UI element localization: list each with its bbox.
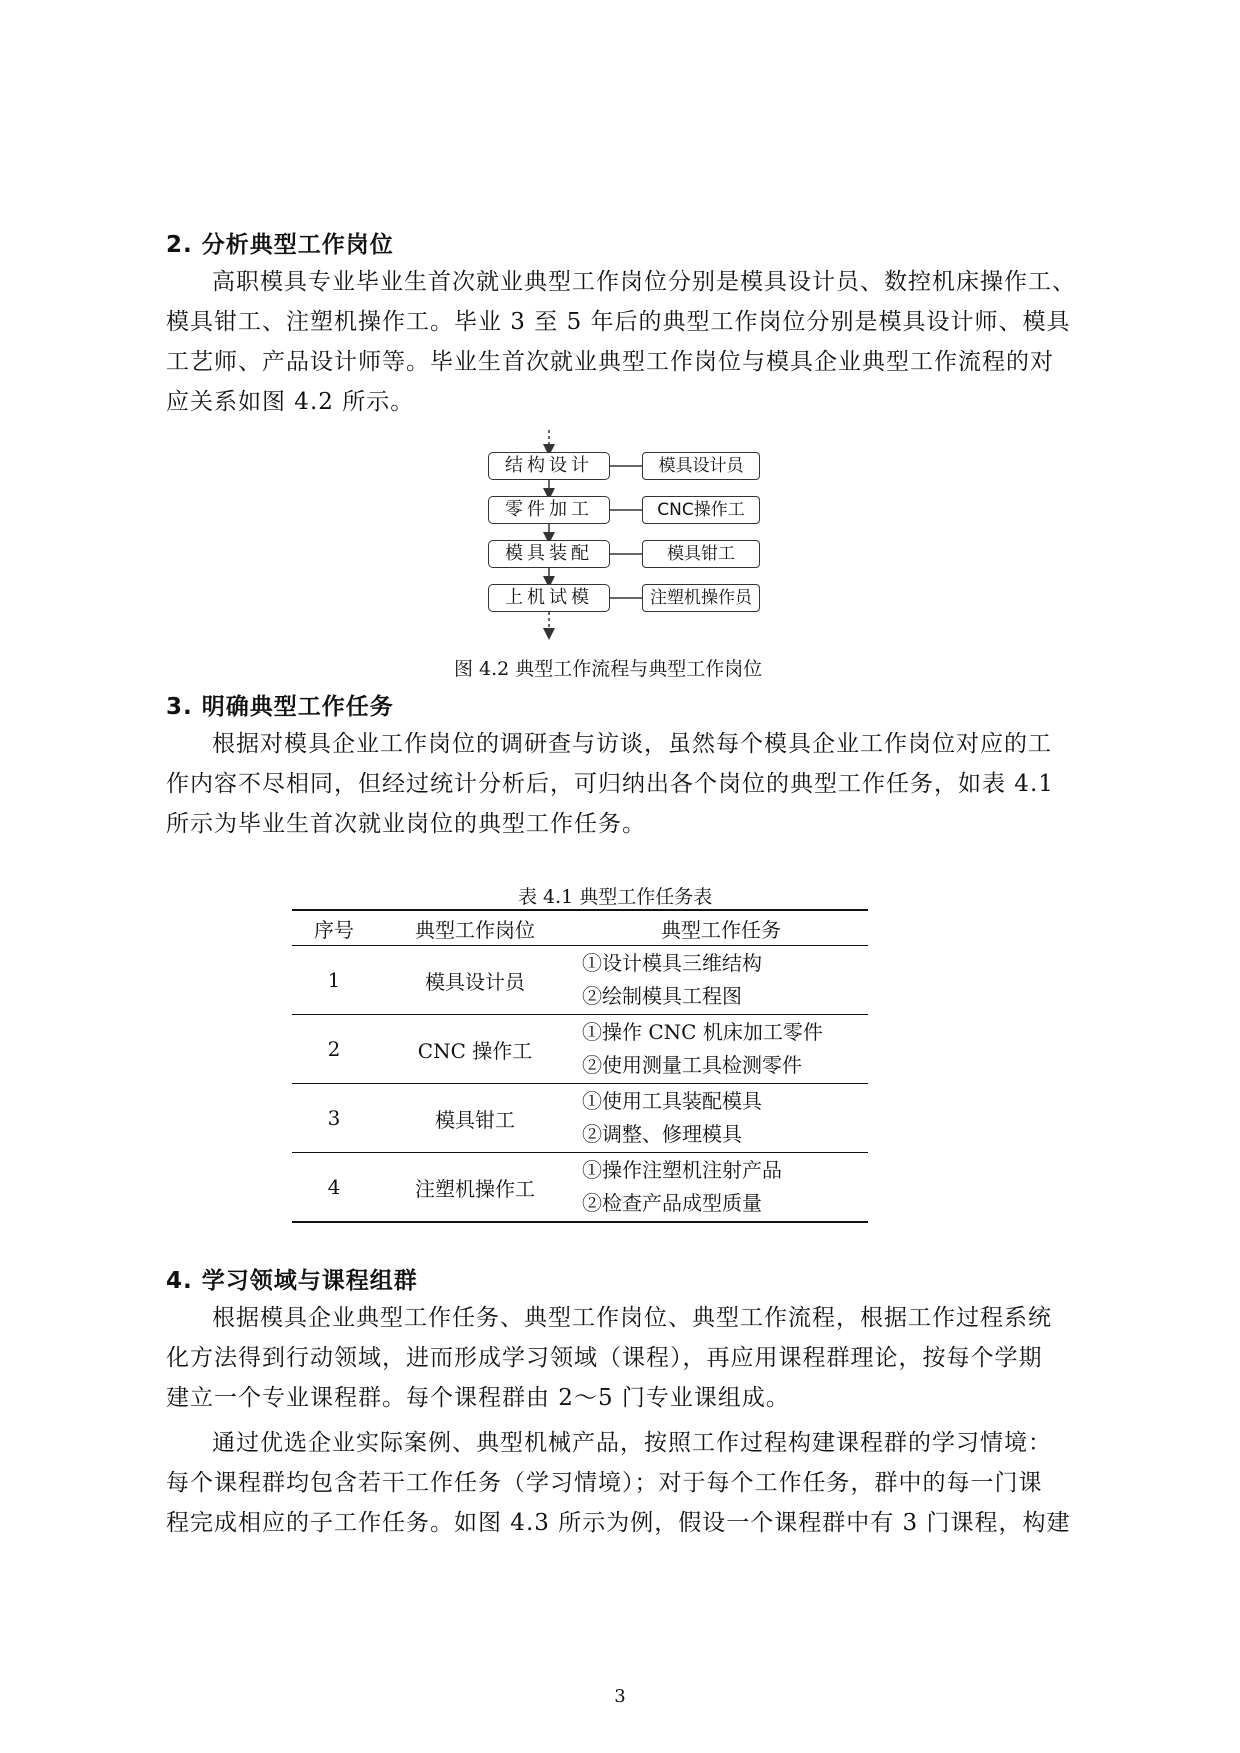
- cell-post: CNC 操作工: [376, 1015, 574, 1084]
- cell-post: 模具钳工: [376, 1084, 574, 1153]
- page-number: 3: [614, 1686, 626, 1707]
- paragraph-line: 化方法得到行动领域，进而形成学习领域（课程），再应用课程群理论，按每个学期: [166, 1345, 1043, 1371]
- table-row: [292, 946, 868, 1015]
- task-item: ①操作 CNC 机床加工零件: [582, 1020, 823, 1044]
- paragraph-line: 模具钳工、注塑机操作工。毕业 3 至 5 年后的典型工作岗位分别是模具设计师、模具: [166, 309, 1071, 335]
- paragraph-line: 根据模具企业典型工作任务、典型工作岗位、典型工作流程，根据工作过程系统: [212, 1305, 1052, 1331]
- paragraph-line: 工艺师、产品设计师等。毕业生首次就业典型工作岗位与模具企业典型工作流程的对: [166, 349, 1054, 375]
- cell-tasks: [574, 1153, 868, 1223]
- task-item: ①使用工具装配模具: [582, 1089, 762, 1113]
- table-header-row: [292, 910, 868, 946]
- task-item: ②绘制模具工程图: [582, 984, 742, 1008]
- paragraph-line: 建立一个专业课程群。每个课程群由 2～5 门专业课组成。: [166, 1385, 790, 1411]
- col-header-tasks: 典型工作任务: [574, 910, 868, 946]
- table-caption: 表 4.1 典型工作任务表: [518, 886, 713, 908]
- process-structure-design: 结构设计: [488, 452, 610, 480]
- section-3-heading: 3. 明确典型工作任务: [166, 694, 394, 720]
- table-row: [292, 1153, 868, 1223]
- cell-no: 2: [292, 1015, 376, 1084]
- task-item: ②检查产品成型质量: [582, 1191, 762, 1215]
- section-4-paragraph-1: [166, 1298, 1084, 1418]
- process-mold-assembly: 模具装配: [488, 540, 610, 568]
- task-item: ②使用测量工具检测零件: [582, 1053, 802, 1077]
- task-item: ①设计模具三维结构: [582, 951, 762, 975]
- col-header-no: 序号: [292, 910, 376, 946]
- paragraph-line: 程完成相应的子工作任务。如图 4.3 所示为例，假设一个课程群中有 3 门课程，构建: [166, 1510, 1071, 1536]
- section-4-heading: 4. 学习领域与课程组群: [166, 1268, 418, 1294]
- cell-tasks: [574, 946, 868, 1015]
- cell-post: 模具设计员: [376, 946, 574, 1015]
- cell-tasks: [574, 1015, 868, 1084]
- section-2-heading: 2. 分析典型工作岗位: [166, 232, 394, 258]
- post-mold-designer: 模具设计员: [642, 452, 760, 480]
- typical-tasks-table: [292, 909, 868, 1223]
- section-2-paragraph: [166, 262, 1084, 422]
- task-item: ①操作注塑机注射产品: [582, 1158, 782, 1182]
- post-cnc-operator: CNC操作工: [642, 496, 760, 524]
- paragraph-line: 每个课程群均包含若干工作任务（学习情境）；对于每个工作任务，群中的每一门课: [166, 1470, 1043, 1496]
- workflow-diagram: [486, 428, 766, 648]
- paragraph-line: 通过优选企业实际案例、典型机械产品，按照工作过程构建课程群的学习情境：: [212, 1430, 1052, 1456]
- post-injection-operator: 注塑机操作员: [642, 584, 760, 612]
- paragraph-line: 根据对模具企业工作岗位的调研查与访谈，虽然每个模具企业工作岗位对应的工: [212, 731, 1052, 757]
- paragraph-line: 所示为毕业生首次就业岗位的典型工作任务。: [166, 811, 646, 837]
- cell-no: 4: [292, 1153, 376, 1223]
- table-row: [292, 1015, 868, 1084]
- task-item: ②调整、修理模具: [582, 1122, 742, 1146]
- paragraph-line: 作内容不尽相同，但经过统计分析后，可归纳出各个岗位的典型工作任务，如表 4.1: [166, 771, 1054, 797]
- section-3-paragraph: [166, 724, 1084, 844]
- post-mold-fitter: 模具钳工: [642, 540, 760, 568]
- col-header-post: 典型工作岗位: [376, 910, 574, 946]
- cell-post: 注塑机操作工: [376, 1153, 574, 1223]
- table-row: [292, 1084, 868, 1153]
- cell-no: 1: [292, 946, 376, 1015]
- paragraph-line: 高职模具专业毕业生首次就业典型工作岗位分别是模具设计员、数控机床操作工、: [212, 269, 1076, 295]
- cell-no: 3: [292, 1084, 376, 1153]
- section-4-paragraph-2: [166, 1423, 1084, 1543]
- paragraph-line: 应关系如图 4.2 所示。: [166, 389, 415, 415]
- process-mold-trial: 上机试模: [488, 584, 610, 612]
- figure-caption: 图 4.2 典型工作流程与典型工作岗位: [454, 658, 763, 680]
- process-part-machining: 零件加工: [488, 496, 610, 524]
- cell-tasks: [574, 1084, 868, 1153]
